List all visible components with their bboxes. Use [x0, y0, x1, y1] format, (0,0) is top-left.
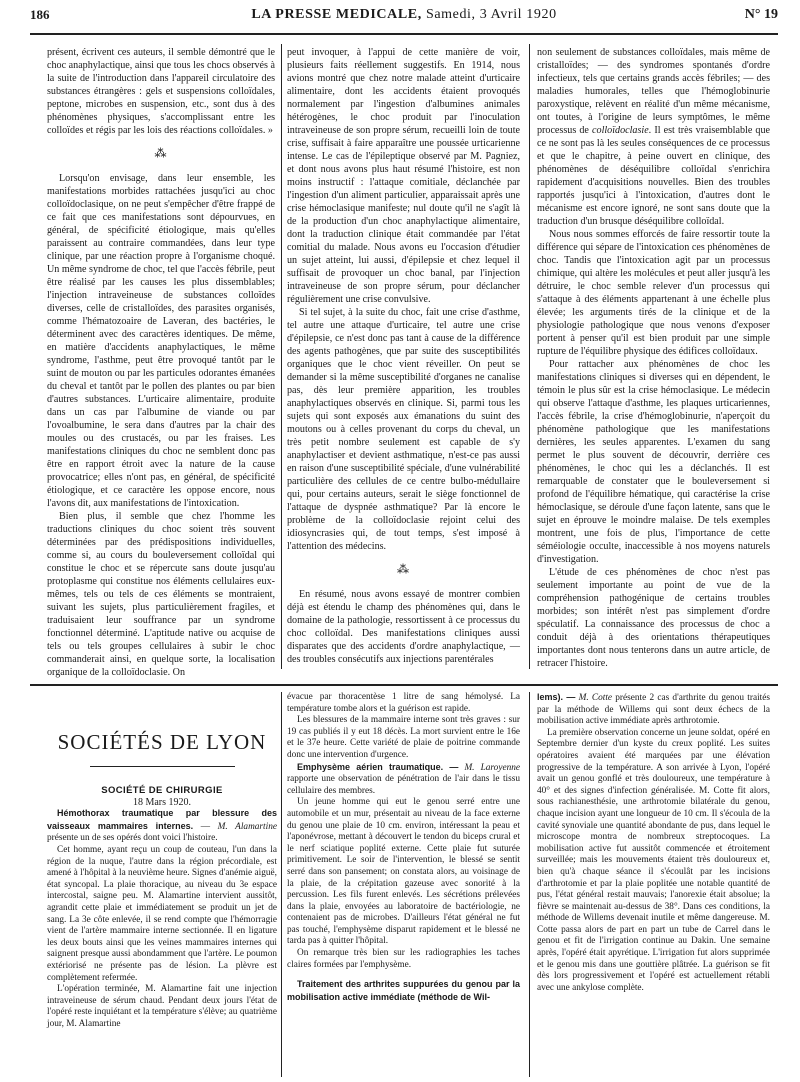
author: M. Cotte — [578, 693, 613, 703]
column-divider — [529, 692, 530, 1077]
paragraph: Pour rattacher aux phénomènes de choc les manifestations cliniques si diverses qui en dépendent, le témoin le plus sûr est la crise hémoclasique. Le médecin qui observe l'attaque d'asthme, les plaques urticariennes, l'accès fébrile, la crise d'hémoglobinurie, n'aperçoit du phénomène pathologique que les manifestations dernières, les seules apparentes. L'examen du sang permet le plus souvent de découvrir, derrière ces phénomènes, le choc qui les a déclanchés. Il est remarquable de constater que le bouleversement si profond de l'équilibre hématique, qui caractérise la crise hémoclasique, se déroule d'une façon latente, sans que le sujet en éprouve le moindre malaise. De tels exemples montrent, une fois de plus, l'importance de cette séméiologie occulte, inaccessible à nos moyens naturels d'investigation. — [537, 359, 770, 565]
bottom-column-3 — [537, 692, 770, 994]
paragraph: Cet homme, ayant reçu un coup de couteau, l'un dans la région de la nuque, l'autre dans la région précordiale, est amené à l'hôpital à la neuvième heure. Signes d'anémie aiguë, état syncopal. La plaie thoracique, au niveau du 3e espace intercostal, saigne peu. M. Alamartine intervient aussitôt, agrandit cette plaie et immédiatement se produit un jet de sang. La 3e côte enlevée, il se rend compte que l'hémorragie vient de l'artère mammaire interne sectionnée. Il en ligature les deux bouts ainsi que les veines mammaires internes qui saignent presque aussi abondamment que l'artère. Le poumon extériorisé ne présente pas de lésion. La plèvre est complètement refermée. — [47, 844, 277, 983]
title-underline — [90, 766, 235, 767]
column-divider — [529, 44, 530, 669]
author: M. Laroyenne — [464, 762, 521, 773]
meeting-date: 18 Mars 1920. — [132, 796, 192, 808]
issue-date: Samedi, 3 Avril 1920 — [425, 7, 557, 22]
top-column-3 — [537, 46, 770, 670]
journal-title-line — [30, 7, 778, 23]
section-title: SOCIÉTÉS DE LYON — [57, 730, 267, 754]
society-subtitle: SOCIÉTÉ DE CHIRURGIE — [101, 785, 223, 796]
paper-title: lems). — — [537, 692, 576, 702]
paragraph: L'opération terminée, M. Alamartine fait une injection intraveineuse de sérum chaud. Pendant deux jours l'état de l'opéré reste inquiétant et la température s'élève; au quatrième jour, M. Alamartine — [47, 984, 277, 1029]
paragraph: Lorsqu'on envisage, dans leur ensemble, les manifestations morbides rattachées jusqu'ici au choc colloïdoclasique, on ne peut s'empêcher d'être frappé de ce fait que ces manifestations sont dépourvues, en général, de spécificité étiologique, mais qu'elles paraissent au contraire commandées, dans leur type clinique, par une réaction propre à l'organisme choqué. Un même syndrome de choc, tel que l'accès fébrile, peut être réalisé par les causes les plus dissemblables; l'injection intraveineuse de substances colloïdes diverses, celle de cristalloïdes, des parasites organisés, comme l'hématozoaire de Laveran, des bactéries, le déterminent avec des caractères identiques. De même, en matière d'accidents anaphylactiques, le même syndrome, l'asthme, peut être provoqué tantôt par le suint de mouton ou par les particules odorantes émanées du cheval et tantôt par le pollen des plantes ou par bien d'autres substances. L'urticaire alimentaire, produite dans un cas par l'albumine de viande ou par l'ovoalbumine, le sera dans d'autres par la chair des moules ou des crustacés, ou par les fraises. Les manifestations cliniques du choc ne semblent donc pas être en rapport étroit avec la nature de la cause provocatrice; elles n'ont pas, en général, de spécificité étiologique, et ce caractère les oppose encore, nous l'avons dit, aux manifestations de l'intoxication. — [47, 173, 275, 509]
column-divider — [281, 44, 282, 669]
paragraph: évacue par thoracentèse 1 litre de sang hémolysé. La température tombe alors et la guérison est rapide. — [287, 692, 520, 714]
paragraph: Les blessures de la mammaire interne sont très graves : sur 19 cas publiés il y eut 18 décès. La mort survient entre le 16e et le 37e heure. Cette variété de plaie de poitrine commande donc une intervention d'urgence. — [287, 715, 520, 760]
paragraph: Bien plus, il semble que chez l'homme les traductions cliniques du choc soient très souvent déterminées par des prédispositions individuelles, comme si, au cours du bouleversement colloïdal qui constitue le choc et se répercute sans doute jusqu'au protoplasme qui constitue nos éléments cellulaires eux-mêmes, tels ou tels de ces éléments se montraient, suivant les sujets, plus particulièrement fragiles, et traduisaient leur souffrance par un syndrome fonctionnel déterminé. L'aptitude native ou acquise de tels ou tels groupes cellulaires à subir le choc commanderait ainsi, en quelque sorte, la localisation organique de la colloïdoclasie. On — [47, 511, 275, 678]
paper-title: Hémothorax traumatique par blessure des vaisseaux mammaires internes. — [47, 808, 277, 831]
bottom-column-1 — [47, 785, 277, 1030]
paragraph: L'étude de ces phénomènes de choc n'est pas seulement importante au point de vue de la compréhension pathogénique de certains troubles morbides; son intérêt n'est pas simplement d'ordre spéculatif. La connaissance des processus de choc a conduit déjà à des orientations thérapeutiques importantes dont nous tenterons dans un autre article, de retracer l'histoire. — [537, 567, 770, 669]
paragraph: non seulement de substances colloïdales, mais même de cristalloïdes; — des syndromes spontanés d'ordre infectieux, tels que certains grands accès fébriles; — des maladies humorales, telles que l'hémoglobinurie paroxystique, relèvent en réalité d'un même mécanisme, ont toutes, à l'origine de leurs symptômes, le même processus de colloïdoclasie. Il est très vraisemblable que ce ne sont pas là les seules conséquences de ce processus et que le chapitre, à peine ouvert en clinique, des phénomènes de déséquilibre colloïdal s'enrichira rapidement d'acquisitions nouvelles. Bien des troubles rapportés jusqu'ici à l'intoxication, d'autres dont le mécanisme est encore ignoré, ne sont sans doute que la traduction d'un brusque déséquilibre colloïdal. — [537, 47, 770, 227]
page-header — [30, 7, 778, 29]
emphasis-term: colloïdoclasie — [592, 125, 649, 136]
column-divider — [281, 692, 282, 1077]
paper-title: Traitement des arthrites suppurées du genou par la mobilisation active immédiate (méthode de Wil- — [287, 979, 520, 1002]
paragraph — [287, 979, 520, 1004]
section-rule — [30, 684, 778, 686]
paragraph: présent, écrivent ces auteurs, il semble démontré que le choc anaphylactique, ainsi que tous les chocs observés à la suite de l'introduction dans l'appareil circulatoire des substances étrangères : gels et suspensions colloïdales, peptone, microbes en suspension, etc., sont dus à des phénomènes physiques, s'accomplissant entre les colloïdes et régis par les lois des réactions colloïdales. » — [47, 47, 275, 136]
paragraph: Hémothorax traumatique par blessure des vaisseaux mammaires internes. — M. Alamartine présente un de ses opérés dont voici l'histoire. — [47, 808, 277, 844]
issue-number: N° 19 — [744, 7, 778, 22]
paragraph: Nous nous sommes efforcés de faire ressortir toute la différence qui sépare de l'intoxication ces phénomènes de choc. Tandis que l'intoxication agit par un processus chimique, qui altère les molécules et peut aller jusqu'à les détruire, le choc semble relever d'un processus qui s'attaque à des éléments appartenant à une échelle plus élevée; les arguments tirés de la clinique et de la physiologie pathologique que nous venons d'exposer portent à penser qu'il est bien produit par une simple rupture de l'équilibre physique des édifices colloïdaux. — [537, 229, 770, 357]
header-rule — [30, 33, 778, 35]
paragraph: En résumé, nous avons essayé de montrer combien déjà est étendu le champ des phénomènes qui, dans le domaine de la pathologie, ressortissent à ce processus du choc colloïdal. Des manifestations cliniques aussi disparates que des accidents d'ordre anaphylactique, — des troubles consécutifs aux injections parentérales — [287, 589, 520, 665]
paragraph: Un jeune homme qui eut le genou serré entre une automobile et un mur, présentait au niveau de la face externe du genou une plaie de 10 cm. environ, intéressant la peau et l'aponévrose, mettant à découvert le tendon du biceps crural et le nerf sciatique poplité externe. Cette plaie fut suturée primitivement. Le soir de l'intervention, le blessé se sentit serré dans son pansement; on constata alors, au voisinage de la plaie, de la crépitation gazeuse avec sonorité à la percussion. Les fils furent enlevés. Les sécrétions prélevées dans la plaie, envoyées au laboratoire de bactériologie, ne contenaient pas de microbes. D'ailleurs l'état général ne fut pas touché, l'emphysème disparut rapidement et le blessé ne tarda pas à quitter l'hôpital. — [287, 797, 520, 947]
top-column-1 — [47, 46, 275, 679]
journal-title: LA PRESSE MEDICALE, — [251, 7, 422, 22]
paragraph: On remarque très bien sur les radiographies les taches claires formées par l'emphysème. — [287, 948, 520, 970]
section-separator-stars: ⁂ — [397, 562, 410, 576]
section-separator-stars: ⁂ — [154, 146, 168, 160]
page-number: 186 — [30, 7, 50, 22]
top-column-2 — [287, 46, 520, 666]
author: M. Alamartine — [217, 821, 277, 832]
paragraph: peut invoquer, à l'appui de cette manière de voir, plusieurs faits réellement suggestifs. En 1914, nous avions montré que chez notre malade atteint d'urticaire alimentaire, dont les accidents étaient provoqués normalement par l'ingestion d'albumines animales hétérogènes, le choc produit par l'inoculation intraveineuse de son propre sérum, recueilli loin de toute crise, suffisait à faire apparaître une poussée urticarienne intense. Le cas de l'épileptique observé par M. Pagniez, et dont nous avons plus haut résumé l'histoire, est non moins instructif : l'attaque comitiale, déclanchée par l'ingestion d'un aliment particulier, apparaissait après une crise hémoclasique manifeste; nul doute qu'il ne s'agît là de la production d'un choc anaphylactique alimentaire, dont la traduction clinique était commandée par l'état comitial du malade. Nous avons eu l'occasion d'étudier un sujet atteint, lui aussi, d'épilepsie et chez lequel il suffisait de provoquer un choc banal, par l'injection intraveineuse de son propre sérum, pour déclancher régulièrement une crise convulsive. — [287, 47, 520, 305]
paragraph: Si tel sujet, à la suite du choc, fait une crise d'asthme, tel autre une attaque d'urticaire, tel autre une crise d'épilepsie, ce n'est donc pas tant à cause de la différence des agents pathogènes, que par suite des susceptibilités organiques que le choc vient réveiller. On peut se demander si la même susceptibilité d'organes ne canalise pas, dès leur première apparition, les troubles anaphylactiques observés en clinique. Si, parmi tous les sujets qui sont exposés aux émanations du suint des moutons ou à celles provenant du corps du cheval, un très petit nombre seulement est capable de s'y anaphylactiser et devient asthmatique, n'est-ce pas aussi en raison d'une susceptibilité spéciale, d'une vulnérabilité particulière des cellules de ce centre bulbo-médullaire qui, pour certains auteurs, serait le siège fonctionnel de l'attaque de dyspnée asthmatique? Par là encore le problème de la colloïdoclasie rejoint celui des idiosyncrasies qui, de tout temps, s'est imposé à l'attention des médecins. — [287, 307, 520, 552]
paper-title: Emphysème aérien traumatique. — — [297, 761, 459, 772]
bottom-column-2 — [287, 692, 520, 1004]
paragraph: Emphysème aérien traumatique. — M. Laroyenne rapporte une observation de pénétration de l'air dans le tissu cellulaire des membres. — [287, 761, 521, 796]
paragraph: lems). — M. Cotte présente 2 cas d'arthrite du genou traités par la méthode de Willems qui sont deux échecs de la mobilisation active immédiate après arthrotomie. — [537, 692, 770, 727]
paragraph: La première observation concerne un jeune soldat, opéré en Septembre dernier d'un kyste du creux poplité. Les suites opératoires avaient été marquées par une élévation progressive de la température. A son arrivée à Lyon, l'opéré avait un genou gonflé et très douloureux, une température à 40° et des signes d'infection généralisée. M. Cotte fit alors, sous rachianesthésie, une arthrotomie bilatérale du genou, chaque incision ayant une longueur de 10 cm. Il s'écoula de la cavité synoviale une quantité abondante de pus, dans lequel le microscope montra de nombreux streptocoques. La mobilisation active fut aussitôt commencée et étroitement surveillée; mais les mouvements étaient très douloureux et, bien qu'à chaque séance il s'écoulât par les incisions d'arthrotomie et par la plaie poplitée une notable quantité de pus, l'état général restait mauvais; l'anorexie était absolue; la fièvre se maintenait au-dessus de 38°. Dans ces conditions, la méthode de Willems devenait inutile et même dangereuse. M. Cotte passa alors de part en part un tube de Carrel dans le genou et fit de l'irrigation continue au Dakin. Une semaine après, l'opéré était apyrétique. L'irrigation fut alors supprimée et le genou mis dans une gouttière plâtrée. La guérison se fit dès lors progressivement et l'opéré est actuellement rétabli avec une ankylose complète. — [537, 727, 770, 993]
